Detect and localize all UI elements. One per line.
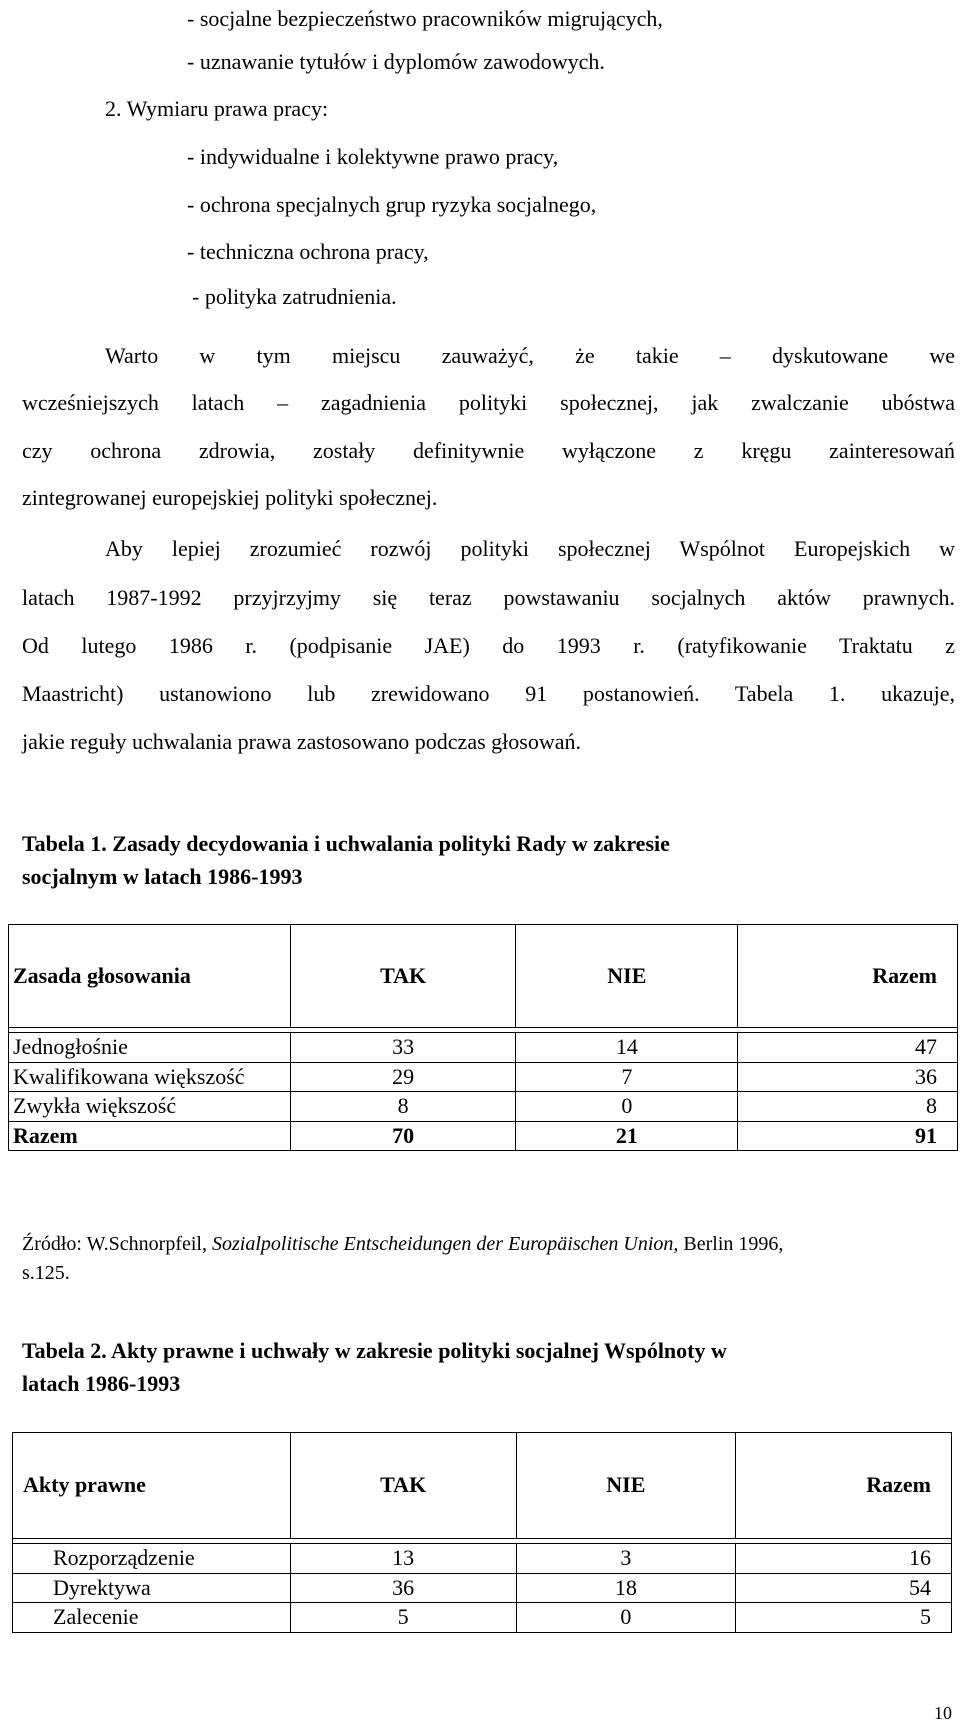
table-row — [13, 1544, 952, 1574]
table-cell: 21 — [516, 1121, 738, 1151]
paragraph-line: Aby lepiej zrozumieć rozwój polityki społecznej Wspólnot Europejskich w — [105, 536, 955, 561]
table-row — [9, 1062, 958, 1092]
table-header-cell: Razem — [738, 925, 958, 1028]
table-cell: 8 — [738, 1092, 958, 1122]
table-cell: 8 — [290, 1092, 516, 1122]
table-cell: Jednogłośnie — [9, 1033, 291, 1063]
table-header-cell: TAK — [290, 925, 516, 1028]
source-prefix: Źródło: W.Schnorpfeil, — [22, 1233, 212, 1255]
table-cell: 16 — [736, 1544, 952, 1574]
table1-source-page: s.125. — [22, 1262, 70, 1284]
table-cell: 5 — [736, 1603, 952, 1633]
table-cell: Rozporządzenie — [13, 1544, 291, 1574]
table-cell: 29 — [290, 1062, 516, 1092]
table1-caption: socjalnym w latach 1986-1993 — [22, 864, 303, 889]
source-suffix: Berlin 1996, — [678, 1233, 784, 1255]
paragraph-line: Maastricht) ustanowiono lub zrewidowano 91 postanowień. Tabela 1. ukazuje, — [22, 681, 955, 706]
table-cell: Dyrektywa — [13, 1573, 291, 1603]
table2 — [12, 1432, 952, 1633]
table-cell: 36 — [738, 1062, 958, 1092]
paragraph-line: jakie reguły uchwalania prawa zastosowano podczas głosowań. — [22, 729, 581, 754]
list-line: - ochrona specjalnych grup ryzyka socjalnego, — [187, 192, 597, 217]
table-cell: 7 — [516, 1062, 738, 1092]
source-title: Sozialpolitische Entscheidungen der Europäischen Union, — [211, 1233, 679, 1255]
paragraph-line: zintegrowanej europejskiej polityki społecznej. — [22, 485, 438, 510]
table2-caption: Tabela 2. Akty prawne i uchwały w zakresie polityki socjalnej Wspólnoty w — [22, 1338, 727, 1363]
paragraph-line: Od lutego 1986 r. (podpisanie JAE) do 1993 r. (ratyfikowanie Traktatu z — [22, 633, 955, 658]
table-row — [13, 1603, 952, 1633]
table-cell: Kwalifikowana większość — [9, 1062, 291, 1092]
table-header-cell: Zasada głosowania — [9, 925, 291, 1028]
table2-caption: latach 1986-1993 — [22, 1371, 181, 1396]
table-cell: 33 — [290, 1033, 516, 1063]
paragraph-line: wcześniejszych latach – zagadnienia polityki społecznej, jak zwalczanie ubóstwa — [22, 390, 955, 415]
paragraph-line: czy ochrona zdrowia, zostały definitywnie wyłączone z kręgu zainteresowań — [22, 438, 955, 463]
list-line: - socjalne bezpieczeństwo pracowników migrujących, — [187, 6, 663, 31]
list-line: - techniczna ochrona pracy, — [187, 239, 429, 264]
table-row — [13, 1573, 952, 1603]
table-header-cell: Razem — [736, 1433, 952, 1539]
table1-header-row — [9, 925, 958, 1028]
list-line: - polityka zatrudnienia. — [192, 284, 397, 309]
table-cell: 36 — [290, 1573, 516, 1603]
table-header-cell: TAK — [290, 1433, 516, 1539]
list-heading: 2. Wymiaru prawa pracy: — [105, 96, 329, 121]
table-cell: 0 — [516, 1092, 738, 1122]
table-cell: Zwykła większość — [9, 1092, 291, 1122]
table-cell: Razem — [9, 1121, 291, 1151]
table-cell: 54 — [736, 1573, 952, 1603]
table-cell: 47 — [738, 1033, 958, 1063]
paragraph-line: Warto w tym miejscu zauważyć, że takie – dyskutowane we — [105, 343, 955, 368]
table-row — [9, 1033, 958, 1063]
table-cell: 0 — [516, 1603, 736, 1633]
table1-caption: Tabela 1. Zasady decydowania i uchwalania polityki Rady w zakresie — [22, 831, 670, 856]
table-cell: 5 — [290, 1603, 516, 1633]
table-cell: 18 — [516, 1573, 736, 1603]
table-cell: 91 — [738, 1121, 958, 1151]
table-cell: 14 — [516, 1033, 738, 1063]
table1 — [8, 924, 958, 1151]
paragraph-line: latach 1987-1992 przyjrzyjmy się teraz powstawaniu socjalnych aktów prawnych. — [22, 585, 955, 610]
table-header-cell: Akty prawne — [13, 1433, 291, 1539]
table-header-cell: NIE — [516, 925, 738, 1028]
table-cell: Zalecenie — [13, 1603, 291, 1633]
table-cell: 3 — [516, 1544, 736, 1574]
table-total-row — [9, 1121, 958, 1151]
table2-header-row — [13, 1433, 952, 1539]
page-number: 10 — [934, 1703, 952, 1723]
table-cell: 13 — [290, 1544, 516, 1574]
table1-source — [22, 1234, 783, 1254]
list-line: - indywidualne i kolektywne prawo pracy, — [187, 144, 559, 169]
table-row — [9, 1092, 958, 1122]
list-line: - uznawanie tytułów i dyplomów zawodowych. — [187, 49, 605, 74]
table-header-cell: NIE — [516, 1433, 736, 1539]
table-cell: 70 — [290, 1121, 516, 1151]
